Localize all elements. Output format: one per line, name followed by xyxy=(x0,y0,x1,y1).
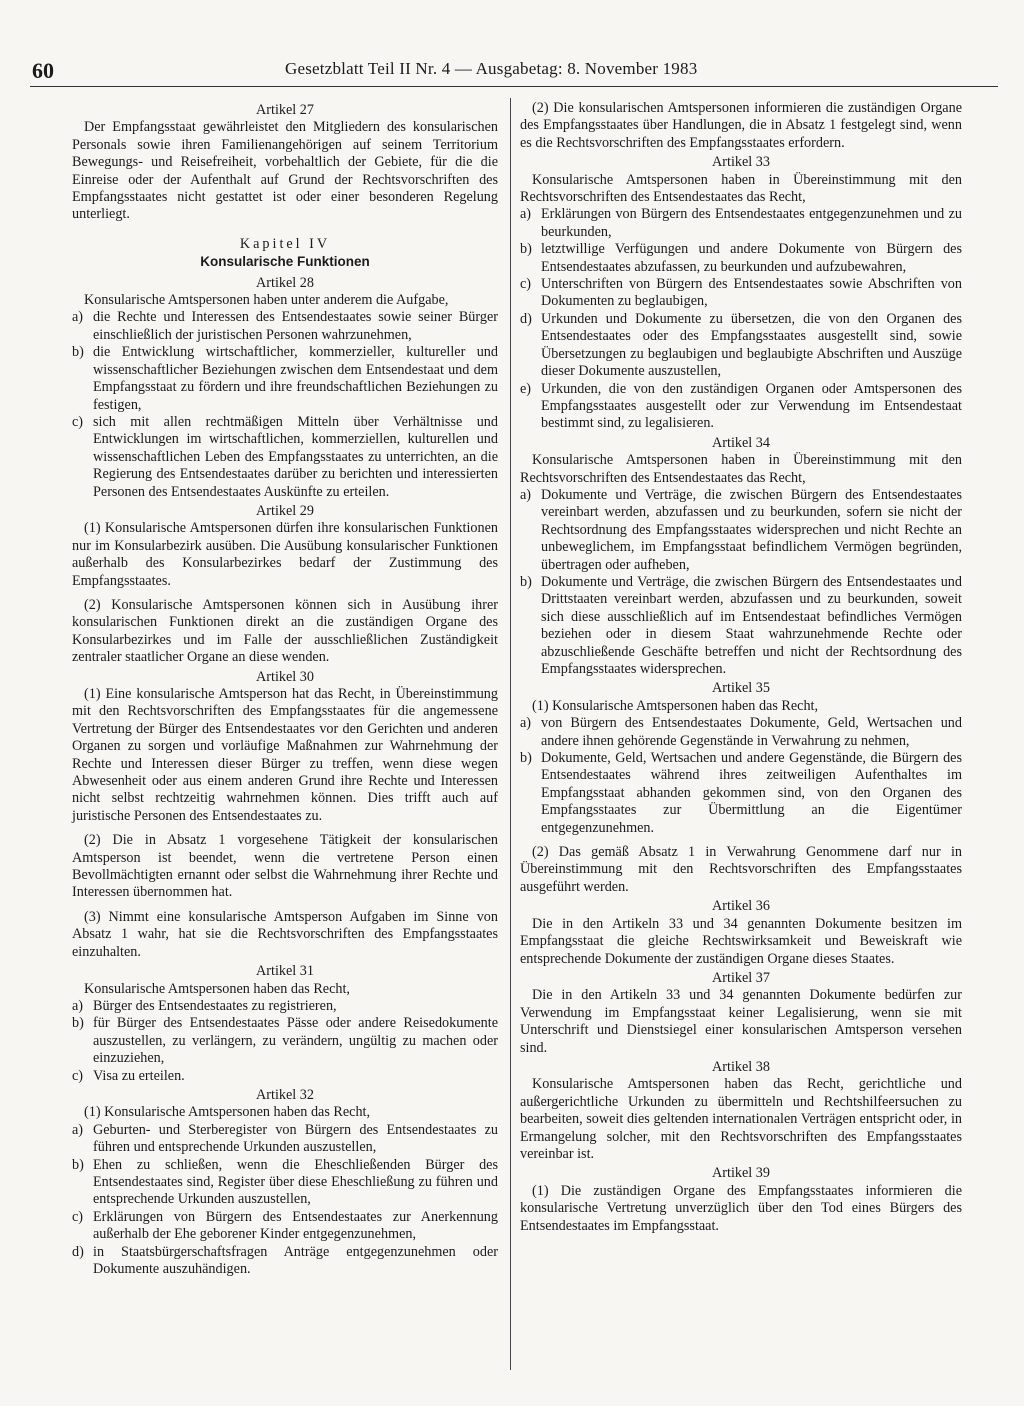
item-text: Unterschriften von Bürgern des Entsendestaates sowie Abschriften von Dokumenten zu beglaubigen, xyxy=(541,276,962,310)
item-text: die Entwicklung wirtschaftlicher, kommerzieller, kultureller und wissenschaftlicher Beziehungen zwischen dem Entsendestaat und dem Empfangsstaat zu fördern und ihre freundschaftlichen Beziehungen zu festigen, xyxy=(93,344,498,413)
column-divider xyxy=(510,98,511,1370)
list-item xyxy=(520,750,962,837)
article-34 xyxy=(520,435,962,679)
article-39 xyxy=(520,1165,962,1235)
item-label: d) xyxy=(520,310,532,327)
page-number: 60 xyxy=(32,58,54,83)
article-title: Artikel 31 xyxy=(256,963,314,980)
article-title: Artikel 29 xyxy=(256,502,314,519)
list-item xyxy=(72,344,498,414)
article-37 xyxy=(520,970,962,1057)
item-label: c) xyxy=(72,1067,84,1084)
article-36 xyxy=(520,898,962,968)
item-text: Erklärungen von Bürgern des Entsendestaates zur Anerkennung außerhalb der Ehe geborener Kinder entgegenzunehmen, xyxy=(93,1208,498,1243)
item-label: c) xyxy=(72,1208,84,1225)
item-text: Bürger des Entsendestaates zu registrieren, xyxy=(93,997,337,1014)
article-text: Die in den Artikeln 33 und 34 genannten Dokumente bedürfen zur Verwendung im Empfangsstaat keiner Legalisierung, wenn sie mit Unterschrift und Dienstsiegel einer konsularischen Amtsperson versehen sind. xyxy=(520,987,962,1056)
item-text: Geburten- und Sterberegister von Bürgern des Entsendestaates zu führen und entsprechende Urkunden auszustellen, xyxy=(93,1121,498,1156)
item-text: sich mit allen rechtmäßigen Mitteln über Verhältnisse und Entwicklungen im wirtschaftlichen, kommerziellen, kulturellen und wissenschaftlichen Leben des Empfangsstaates zu unterrichten, an die Regierung des Entsendestaates darüber zu berichten und interessierten Personen des Entsendestaates Auskünfte zu erteilen. xyxy=(93,413,498,500)
article-paragraph: (2) Das gemäß Absatz 1 in Verwahrung Genommene darf nur in Übereinstimmung mit den Rechtsvorschriften des Empfangsstaates ausgeführt werden. xyxy=(520,844,962,895)
chapter-subtitle: Konsularische Funktionen xyxy=(200,254,370,270)
item-text: Ehen zu schließen, wenn die Eheschließenden Bürger des Entsendestaates sind, Register über diese Eheschließung zu führen und entsprechende Urkunden auszustellen, xyxy=(93,1156,498,1208)
item-label: a) xyxy=(72,997,84,1014)
list-item xyxy=(520,715,962,750)
item-text: letztwillige Verfügungen und andere Dokumente von Bürgern des Entsendestaates abzufassen, zu beurkunden und aufzubewahren, xyxy=(541,241,962,275)
item-text: Dokumente und Verträge, die zwischen Bürgern des Entsendestaates vereinbart werden, abzufassen und zu beurkunden, sofern sie nicht der Rechtsordnung des Empfangsstaates widersprechen und nicht Rechte an unbeweglichem, im Empfangsstaat befindlichem Vermögen begründen, übertragen oder aufheben, xyxy=(541,486,962,573)
article-title: Artikel 39 xyxy=(712,1165,770,1182)
article-text: Die in den Artikeln 33 und 34 genannten Dokumente besitzen im Empfangsstaat die gleiche Rechtswirksamkeit und Beweiskraft wie entsprechende Dokumente der zuständigen Organe dieses Staates. xyxy=(520,915,962,967)
article-31 xyxy=(72,963,498,1085)
list-item xyxy=(72,1068,498,1085)
article-paragraph: (2) Die in Absatz 1 vorgesehene Tätigkeit der konsularischen Amtsperson ist beendet, wenn die vertretene Person einen Bevollmächtigten ernannt oder selbst die Wahrnehmung ihrer Rechte und Interessen übernommen hat. xyxy=(72,832,498,901)
article-text: Konsularische Amtspersonen haben das Recht, gerichtliche und außergerichtliche Urkunden zu übermitteln und Rechtshilfeersuchen zu bearbeiten, soweit dies geltenden internationalen Verträgen entspricht oder, in Ermangelung solcher, mit den Rechtsvorschriften des Empfangsstaates vereinbar ist. xyxy=(520,1076,962,1162)
article-32-paragraph-2: (2) Die konsularischen Amtspersonen informieren die zuständigen Organe des Empfangsstaates über Handlungen, die in Absatz 1 festgelegt sind, wenn es die Rechtsvorschriften des Empfangsstaates erfordern. xyxy=(520,100,962,151)
article-text: (1) Die zuständigen Organe des Empfangsstaates informieren die konsularische Vertretung unverzüglich über den Tod eines Bürgers des Entsendestaates im Empfangsstaat. xyxy=(520,1182,962,1234)
item-text: Dokumente und Verträge, die zwischen Bürgern des Entsendestaates und Drittstaaten vereinbart werden, abzufassen und zu beurkunden, soweit sich diese ausschließlich auf im Entsendestaat befindliches Vermögen beziehen oder in diesem Staat wahrzunehmende Rechte oder abzuschließende Geschäfte betreffen und nicht der Rechtsordnung des Empfangsstaates widersprechen. xyxy=(541,573,962,677)
list-item xyxy=(520,241,962,276)
list-item xyxy=(520,381,962,433)
article-title: Artikel 38 xyxy=(712,1058,770,1075)
list-item xyxy=(520,276,962,311)
article-title: Artikel 33 xyxy=(712,154,770,171)
item-label: a) xyxy=(72,309,84,326)
item-label: c) xyxy=(72,413,84,430)
article-title: Artikel 32 xyxy=(256,1086,314,1103)
list-item xyxy=(520,206,962,241)
item-label: b) xyxy=(520,750,532,767)
article-title: Artikel 30 xyxy=(256,668,314,685)
article-intro: Konsularische Amtspersonen haben unter anderem die Aufgabe, xyxy=(84,292,449,309)
list-item xyxy=(72,1122,498,1157)
article-title: Artikel 28 xyxy=(256,274,314,291)
item-text: Visa zu erteilen. xyxy=(93,1067,185,1084)
article-33 xyxy=(520,154,962,433)
article-paragraph: (3) Nimmt eine konsularische Amtsperson Aufgaben im Sinne von Absatz 1 wahr, hat sie die Rechtsvorschriften des Empfangsstaates einzuhalten. xyxy=(72,908,498,960)
article-32 xyxy=(72,1087,498,1278)
item-label: e) xyxy=(520,380,532,397)
item-label: b) xyxy=(72,1015,84,1032)
item-text: in Staatsbürgerschaftsfragen Anträge entgegenzunehmen oder Dokumente auszuhändigen. xyxy=(93,1243,498,1277)
article-intro: Konsularische Amtspersonen haben in Übereinstimmung mit den Rechtsvorschriften des Entsendestaates das Recht, xyxy=(520,452,962,486)
item-label: d) xyxy=(72,1243,84,1260)
article-paragraph: (1) Eine konsularische Amtsperson hat das Recht, in Übereinstimmung mit den Rechtsvorschriften des Empfangsstaates für die angemessene Vertretung der Bürger des Entsendestaates vor den Gerichten und anderen Organen zu sorgen und vorläufige Maßnahmen zur Wahrnehmung der Rechte und Interessen dieser Bürger zu treffen, wenn diese wegen Abwesenheit oder aus einem anderen Grund ihre Rechte und Interessen nicht selbst rechtzeitig wahrnehmen können. Dies trifft auch auf juristische Personen des Entsendestaates zu. xyxy=(72,686,498,824)
item-label: b) xyxy=(72,1156,84,1173)
item-label: c) xyxy=(520,276,532,293)
item-text: von Bürgern des Entsendestaates Dokumente, Geld, Wertsachen und andere ihnen gehörende Gegenstände in Verwahrung zu nehmen, xyxy=(541,715,962,749)
article-intro: (1) Konsularische Amtspersonen haben das Recht, xyxy=(532,697,819,714)
article-intro: (1) Konsularische Amtspersonen haben das Recht, xyxy=(84,1104,371,1121)
item-label: a) xyxy=(72,1121,84,1138)
item-text: die Rechte und Interessen des Entsendestaates sowie seiner Bürger einschließlich der juristischen Personen wahrzunehmen, xyxy=(93,309,498,343)
article-title: Artikel 34 xyxy=(712,434,770,451)
article-title: Artikel 27 xyxy=(256,102,314,118)
article-paragraph: (1) Konsularische Amtspersonen dürfen ihre konsularischen Funktionen nur im Konsularbezirk ausüben. Die Ausübung konsularischer Funktionen außerhalb des Konsularbezirkes bedarf der Zustimmung des Empfangsstaates. xyxy=(72,520,498,589)
list-item xyxy=(72,1015,498,1067)
list-item xyxy=(520,487,962,574)
article-28 xyxy=(72,275,498,501)
article-text: Der Empfangsstaat gewährleistet den Mitgliedern des konsularischen Personals sowie ihren Familienangehörigen auf seinem Territorium Bewegungs- und Reisefreiheit, vorbehaltlich der Gebiete, für die die Einreise oder der Aufenthalt auf Grund der Rechtsvorschriften des Empfangsstaates nicht gestattet ist oder einer besonderen Regelung unterliegt. xyxy=(72,119,498,223)
article-title: Artikel 36 xyxy=(712,898,770,915)
item-label: b) xyxy=(520,573,532,590)
list-item xyxy=(72,1209,498,1244)
header-rule xyxy=(30,86,998,87)
article-38 xyxy=(520,1059,962,1163)
article-27 xyxy=(72,102,498,224)
list-item xyxy=(72,414,498,501)
article-intro: Konsularische Amtspersonen haben das Recht, xyxy=(84,980,350,997)
left-column xyxy=(72,100,498,1278)
item-text: für Bürger des Entsendestaates Pässe oder andere Reisedokumente auszustellen, zu verlängern, zu verändern, ungültig zu machen oder einzuziehen, xyxy=(93,1015,498,1067)
item-label: a) xyxy=(520,715,532,732)
article-30 xyxy=(72,669,498,962)
list-item xyxy=(72,1244,498,1279)
item-label: a) xyxy=(520,486,532,503)
item-label: b) xyxy=(72,344,84,361)
item-text: Urkunden, die von den zuständigen Organen oder Amtspersonen des Empfangsstaates ausgestellt oder zur Verwendung im Entsendestaat bestimmt sind, zu legalisieren. xyxy=(541,380,962,432)
item-text: Dokumente, Geld, Wertsachen und andere Gegenstände, die Bürgern des Entsendestaates während ihres zeitweiligen Aufenthaltes im Empfangsstaat abhanden gekommen sind, von den Organen des Empfangsstaates zur Übermittlung an die Eigentümer entgegenzunehmen. xyxy=(541,750,962,836)
list-item xyxy=(72,998,498,1015)
item-text: Urkunden und Dokumente zu übersetzen, die von den Organen des Entsendestaates oder des Empfangsstaates ausgestellt sind, sowie Übersetzungen zu beglaubigen und beglaubigte Abschriften und Auszüge dieser Dokumente auszustellen, xyxy=(541,310,962,380)
article-title: Artikel 37 xyxy=(712,969,770,986)
list-item xyxy=(72,309,498,344)
item-label: b) xyxy=(520,241,532,258)
running-head: Gesetzblatt Teil II Nr. 4 — Ausgabetag: 8. November 1983 xyxy=(285,59,698,78)
chapter-title: Kapitel IV xyxy=(239,235,331,252)
list-item xyxy=(520,311,962,381)
article-35 xyxy=(520,680,962,896)
list-item xyxy=(72,1157,498,1209)
article-paragraph: (2) Konsularische Amtspersonen können sich in Ausübung ihrer konsularischen Funktionen direkt an die zuständigen Organe des Konsularbezirkes und im Falle der ausschließlichen Zuständigkeit zentraler staatlicher Organe an diese wenden. xyxy=(72,596,498,666)
item-text: Erklärungen von Bürgern des Entsendestaates entgegenzunehmen und zu beurkunden, xyxy=(541,206,962,240)
article-title: Artikel 35 xyxy=(712,680,770,697)
article-intro: Konsularische Amtspersonen haben in Übereinstimmung mit den Rechtsvorschriften des Entsendestaates das Recht, xyxy=(520,171,962,206)
article-29 xyxy=(72,503,498,667)
right-column xyxy=(520,100,962,1235)
list-item xyxy=(520,574,962,678)
item-label: a) xyxy=(520,206,532,223)
